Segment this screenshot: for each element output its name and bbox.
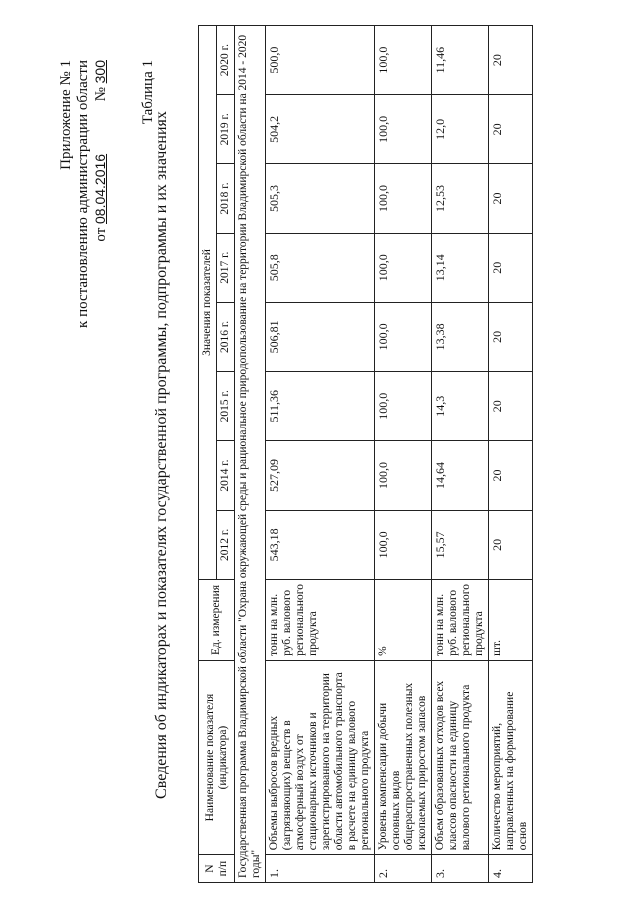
row-num: 4. [489,855,533,883]
row-value: 20 [489,95,533,164]
header-year: 2012 г. [217,510,235,579]
indicators-table [198,25,533,883]
row-unit: тонн на млн. руб. валового регионального продукта [266,580,375,661]
table-label: Таблица 1 [140,60,156,125]
program-row [235,26,266,883]
row-value: 506,81 [266,302,375,371]
header-year: 2014 г. [217,441,235,510]
row-value: 100,0 [375,26,432,95]
table-row [432,26,489,883]
row-name: Объем образованных отходов всех классов опасности на единицу валового регионального продукта [432,660,489,854]
row-value: 12,0 [432,95,489,164]
header-year: 2018 г. [217,164,235,233]
row-value: 527,09 [266,441,375,510]
header-year: 2016 г. [217,302,235,371]
row-value: 15,57 [432,510,489,579]
header-year: 2015 г. [217,372,235,441]
row-value: 20 [489,372,533,441]
row-num: 1. [266,855,375,883]
table-header-row [199,26,217,883]
row-num: 2. [375,855,432,883]
table-row [266,26,375,883]
row-value: 100,0 [375,302,432,371]
row-unit: % [375,580,432,661]
row-value: 100,0 [375,510,432,579]
row-name: Количество мероприятий, направленных на формирование основ [489,660,533,854]
row-value: 14,64 [432,441,489,510]
attachment-date: 08.04.2016 [92,153,108,224]
row-value: 14,3 [432,372,489,441]
row-num: 3. [432,855,489,883]
header-unit: Ед. измерения [199,580,235,661]
row-value: 100,0 [375,372,432,441]
row-value: 11,46 [432,26,489,95]
row-unit: тонн на млн. руб. валового регионального продукта [432,580,489,661]
row-unit: шт. [489,580,533,661]
row-value: 500,0 [266,26,375,95]
header-year: 2019 г. [217,95,235,164]
header-year: 2017 г. [217,233,235,302]
document-title: Сведения об индикаторах и показателях государственной программы, подпрограммы и их значениях [153,111,170,799]
attachment-resolution: к постановлению администрации области [75,60,91,328]
row-value: 20 [489,26,533,95]
row-value: 504,2 [266,95,375,164]
row-value: 12,53 [432,164,489,233]
row-value: 20 [489,302,533,371]
attachment-date-line: от 08.04.2016 № 300 [92,60,109,242]
row-name: Объемы выбросов вредных (загрязняющих) веществ в атмосферный воздух от стационарных источников и зарегистрированного на территории области автомобильного транспорта в расчете на единицу валового регионального продукта [266,660,375,854]
row-value: 13,38 [432,302,489,371]
row-value: 20 [489,233,533,302]
row-value: 100,0 [375,164,432,233]
attachment-title: Приложение № 1 [58,60,74,170]
header-values-group: Значения показателей [199,26,217,580]
header-year: 2020 г. [217,26,235,95]
attachment-block [58,60,110,400]
header-name: Наименование показателя (индикатора) [199,660,235,854]
row-value: 20 [489,510,533,579]
header-num: N п/п [199,855,235,883]
table-row [375,26,432,883]
row-value: 100,0 [375,441,432,510]
row-value: 13,14 [432,233,489,302]
attachment-number: 300 [92,60,108,84]
row-value: 511,36 [266,372,375,441]
row-value: 543,18 [266,510,375,579]
row-value: 505,8 [266,233,375,302]
row-value: 20 [489,164,533,233]
row-value: 100,0 [375,95,432,164]
program-title: Государственная программа Владимирской области "Охрана окружающей среды и рациональное природопользование на территории Владимирской области на 2014 - 2020 годы" [235,26,266,883]
row-value: 505,3 [266,164,375,233]
row-value: 20 [489,441,533,510]
row-value: 100,0 [375,233,432,302]
row-name: Уровень компенсации добычи основных видов общераспространенных полезных ископаемых приростом запасов [375,660,432,854]
table-row [489,26,533,883]
